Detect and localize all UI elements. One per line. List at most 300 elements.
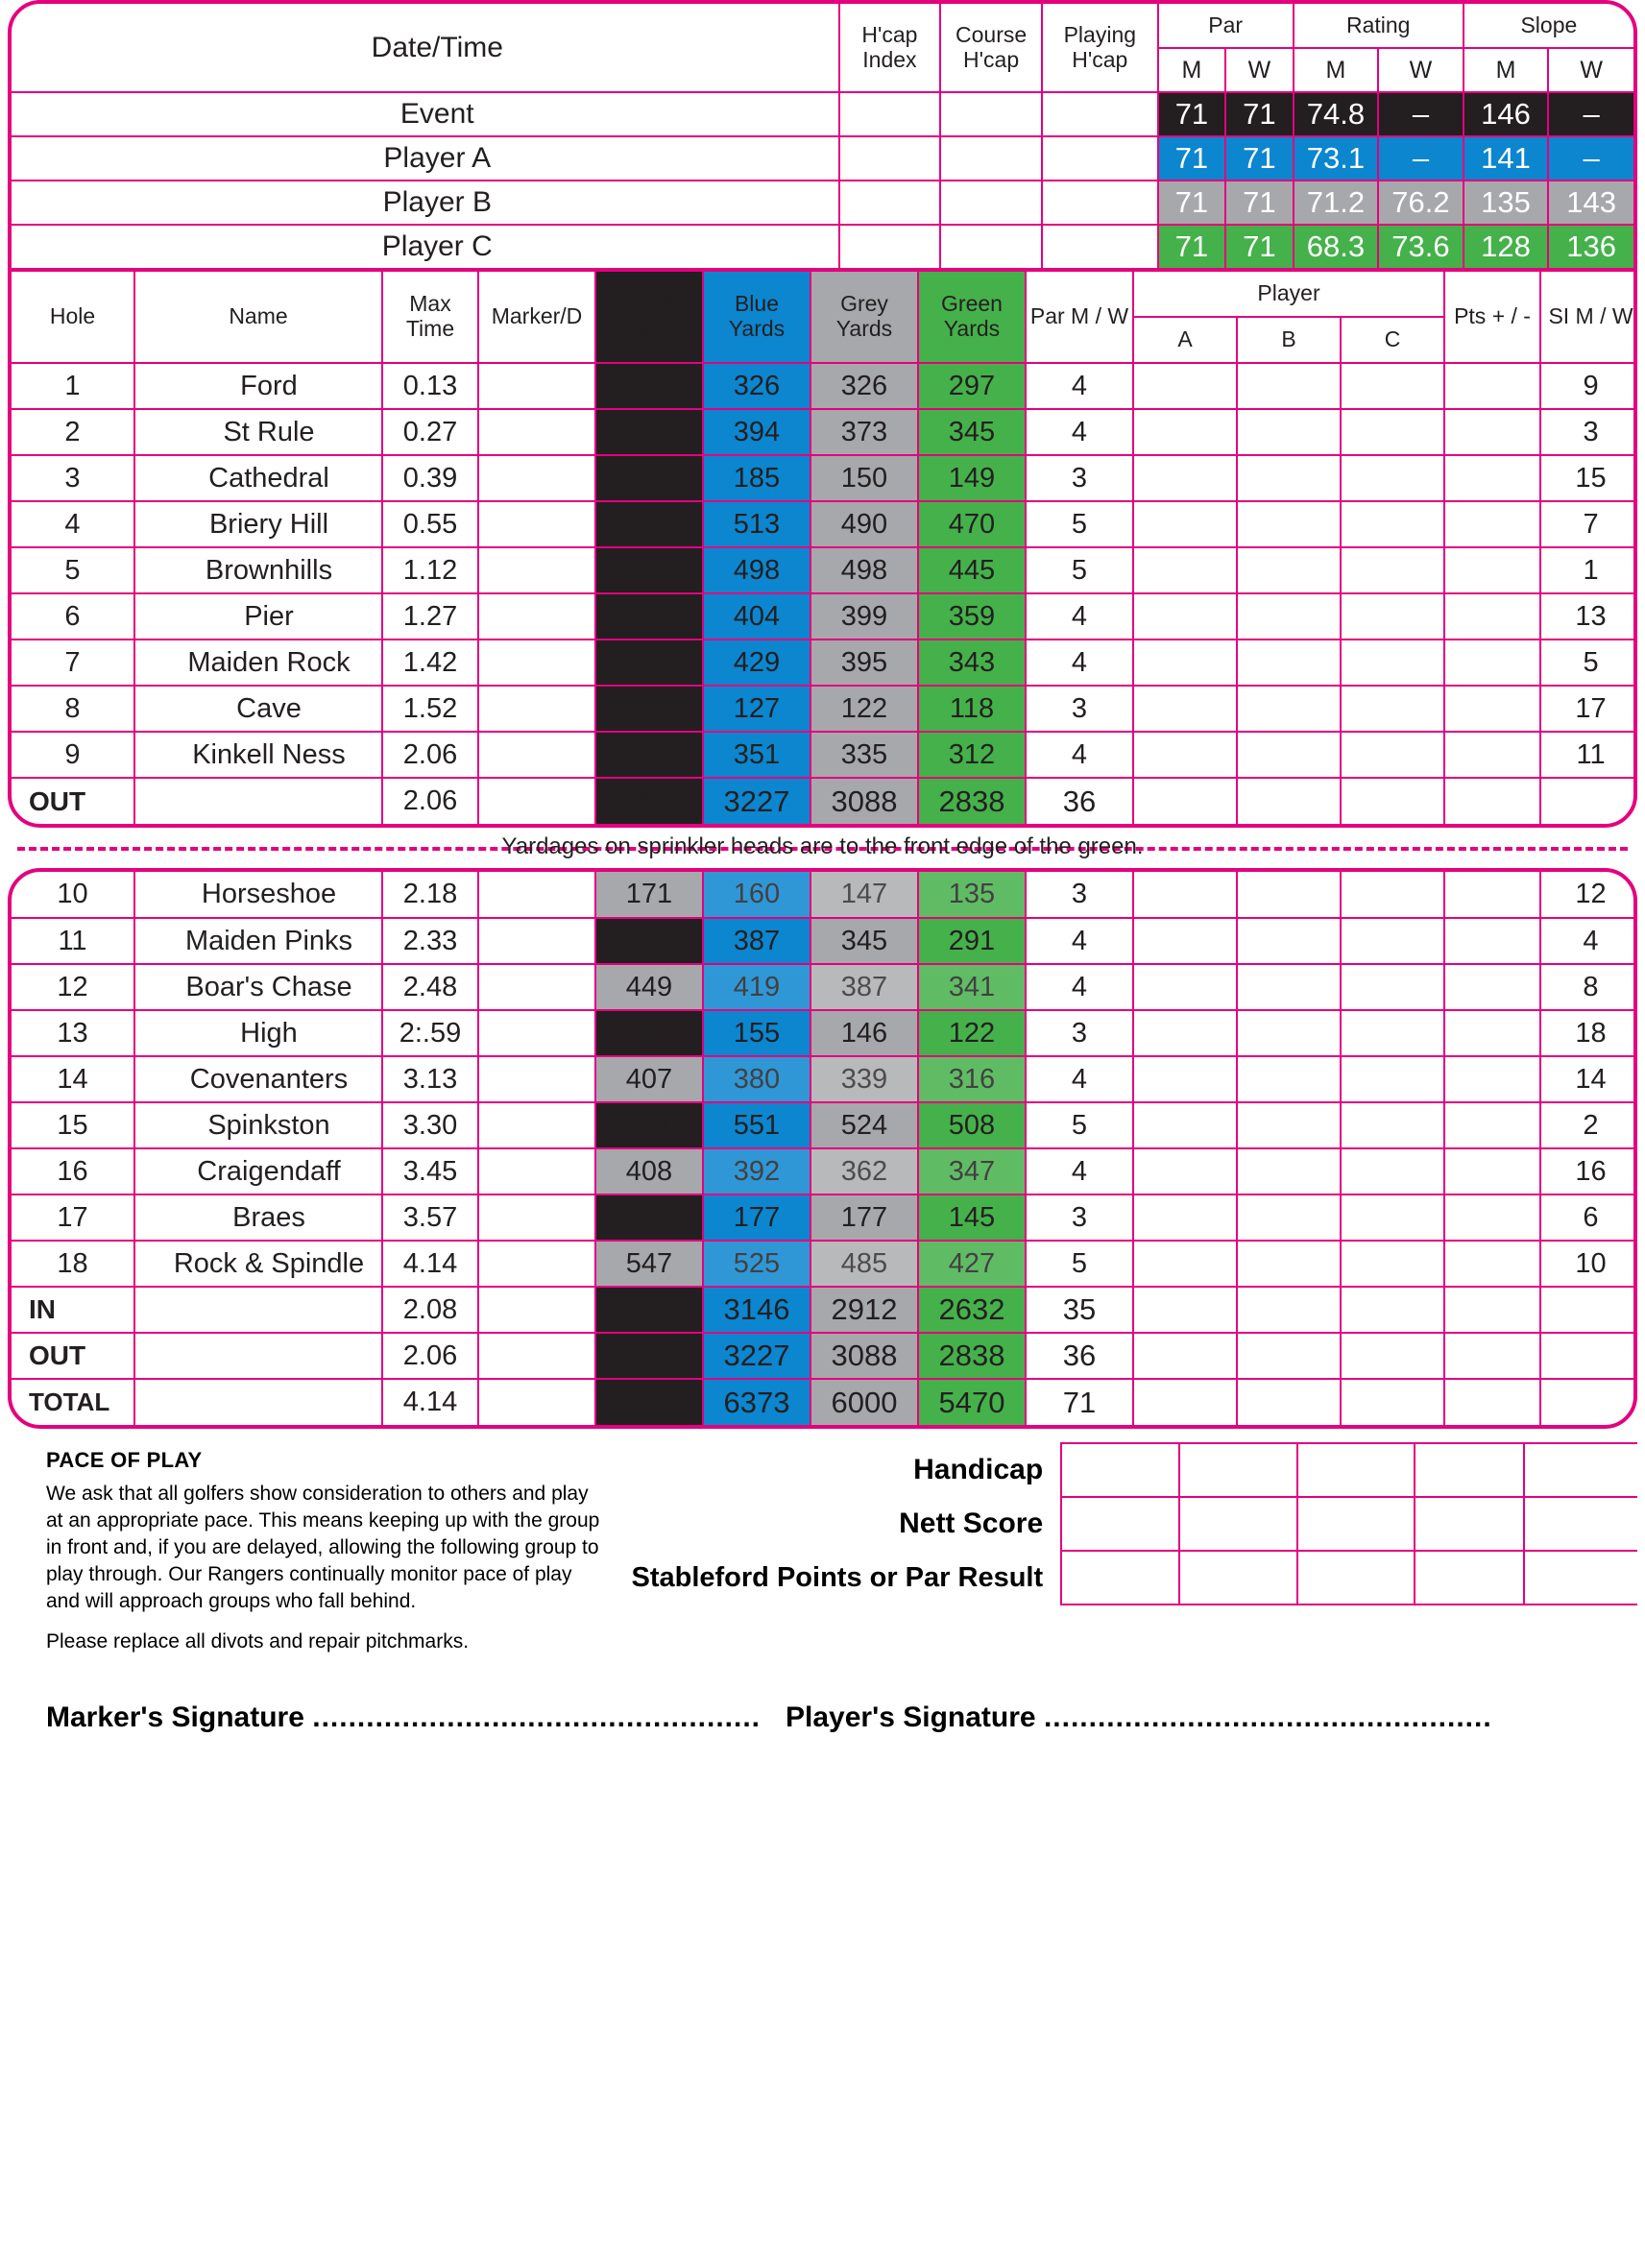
nett-c[interactable] xyxy=(1297,1497,1415,1551)
score-a[interactable] xyxy=(1133,547,1237,593)
in-blue-yards: 3146 xyxy=(703,1287,810,1333)
score-c[interactable] xyxy=(1341,501,1444,547)
points-cell[interactable] xyxy=(1444,1241,1540,1287)
score-c[interactable] xyxy=(1341,872,1444,918)
stableford-b[interactable] xyxy=(1179,1551,1297,1604)
score-a[interactable] xyxy=(1133,1010,1237,1056)
out2-green-yards: 2838 xyxy=(918,1333,1026,1379)
stableford-pts[interactable] xyxy=(1415,1551,1524,1604)
col-player-a: A xyxy=(1133,317,1237,363)
hole-number: 12 xyxy=(12,964,134,1010)
black-yards: 581 xyxy=(595,1102,703,1148)
black-yards: 182 xyxy=(595,1010,703,1056)
points-cell[interactable] xyxy=(1444,1194,1540,1241)
out-score-b[interactable] xyxy=(1237,778,1341,824)
out2-points[interactable] xyxy=(1444,1333,1540,1379)
player-c-par-w: 71 xyxy=(1225,225,1293,269)
total-max-time: 4.14 xyxy=(382,1379,478,1425)
green-yards: 312 xyxy=(918,732,1026,778)
grey-yards: 326 xyxy=(810,363,918,409)
in-total-row xyxy=(12,1287,1637,1333)
score-c[interactable] xyxy=(1341,409,1444,455)
par-w-label: W xyxy=(1225,48,1293,92)
max-time: 0.39 xyxy=(382,455,478,501)
col-max-time: Max Time xyxy=(382,271,478,363)
summary-table xyxy=(603,1442,1637,1605)
sprinkler-note-text: Yardages on sprinkler heads are to the front edge of the green. xyxy=(501,833,1144,859)
par-value: 4 xyxy=(1026,593,1133,639)
nett-pts[interactable] xyxy=(1415,1497,1524,1551)
black-yards: 189 xyxy=(595,1194,703,1241)
max-time: 1.12 xyxy=(382,547,478,593)
score-a[interactable] xyxy=(1133,455,1237,501)
handicap-si[interactable] xyxy=(1524,1443,1637,1497)
col-name: Name xyxy=(134,271,382,363)
hole-number: 18 xyxy=(12,1241,134,1287)
marker-cell[interactable] xyxy=(478,872,595,918)
hole-name: High xyxy=(134,1010,382,1056)
event-slope-m: 146 xyxy=(1464,92,1549,136)
event-rating-w: – xyxy=(1378,92,1464,136)
out-green-yards: 2838 xyxy=(918,778,1026,824)
out-score-c[interactable] xyxy=(1341,778,1444,824)
par-m-label: M xyxy=(1158,48,1225,92)
pace-of-play-body: We ask that all golfers show consideration to others and play at an appropriate pace. This means keeping up with the group in front and, if you are delayed, allowing the following group to play through. Our Rangers continually monitor pace of play and will approach groups who fall behind. xyxy=(46,1483,600,1612)
hole-number: 5 xyxy=(12,547,134,593)
out-points[interactable] xyxy=(1444,778,1540,824)
blue-yards: 394 xyxy=(703,409,810,455)
slope-label: Slope xyxy=(1464,4,1633,48)
handicap-label: Handicap xyxy=(913,1454,1044,1486)
marker-cell[interactable] xyxy=(478,1010,595,1056)
score-a[interactable] xyxy=(1133,1241,1237,1287)
player-a-par-m: 71 xyxy=(1158,136,1225,181)
table-row xyxy=(12,686,1637,732)
score-a[interactable] xyxy=(1133,593,1237,639)
points-cell[interactable] xyxy=(1444,639,1540,686)
score-b[interactable] xyxy=(1237,686,1341,732)
max-time: 0.55 xyxy=(382,501,478,547)
col-grey-yards: Grey Yards xyxy=(810,271,918,363)
in-name-blank xyxy=(134,1287,382,1333)
marker-cell[interactable] xyxy=(478,639,595,686)
score-b[interactable] xyxy=(1237,1194,1341,1241)
points-cell[interactable] xyxy=(1444,1010,1540,1056)
table-row xyxy=(12,1148,1637,1194)
score-a[interactable] xyxy=(1133,363,1237,409)
total-green-yards: 5470 xyxy=(918,1379,1026,1425)
points-cell[interactable] xyxy=(1444,593,1540,639)
marker-cell[interactable] xyxy=(478,1056,595,1102)
points-cell[interactable] xyxy=(1444,1102,1540,1148)
score-a[interactable] xyxy=(1133,409,1237,455)
green-yards: 297 xyxy=(918,363,1026,409)
max-time: 2.18 xyxy=(382,872,478,918)
hole-name: Pier xyxy=(134,593,382,639)
si-value: 17 xyxy=(1540,686,1637,732)
si-value: 8 xyxy=(1540,964,1637,1010)
player-b-hcap-index[interactable] xyxy=(839,181,941,225)
out2-score-c[interactable] xyxy=(1341,1333,1444,1379)
points-cell[interactable] xyxy=(1444,732,1540,778)
out-si-blank xyxy=(1540,778,1637,824)
blue-yards: 185 xyxy=(703,455,810,501)
hole-name: Horseshoe xyxy=(134,872,382,918)
handicap-pts[interactable] xyxy=(1415,1443,1524,1497)
player-b-playing-hcap[interactable] xyxy=(1042,181,1158,225)
grey-yards: 147 xyxy=(810,872,918,918)
marker-cell[interactable] xyxy=(478,455,595,501)
hole-number: 9 xyxy=(12,732,134,778)
black-yards: 547 xyxy=(595,1241,703,1287)
si-value: 13 xyxy=(1540,593,1637,639)
grey-yards: 335 xyxy=(810,732,918,778)
hole-number: 17 xyxy=(12,1194,134,1241)
player-b-slope-w: 143 xyxy=(1548,181,1633,225)
event-rating-m: 74.8 xyxy=(1294,92,1379,136)
total-score-a[interactable] xyxy=(1133,1379,1237,1425)
score-a[interactable] xyxy=(1133,1056,1237,1102)
black-yards: 408 xyxy=(595,1148,703,1194)
marker-cell[interactable] xyxy=(478,1241,595,1287)
hole-name: Cathedral xyxy=(134,455,382,501)
total-score-c[interactable] xyxy=(1341,1379,1444,1425)
green-yards: 427 xyxy=(918,1241,1026,1287)
hole-name: Covenanters xyxy=(134,1056,382,1102)
player-b-course-hcap[interactable] xyxy=(940,181,1042,225)
marker-cell[interactable] xyxy=(478,686,595,732)
score-b[interactable] xyxy=(1237,547,1341,593)
total-blue-yards: 6373 xyxy=(703,1379,810,1425)
datetime-label: Date/Time xyxy=(12,4,839,92)
out2-par: 36 xyxy=(1026,1333,1133,1379)
si-value: 14 xyxy=(1540,1056,1637,1102)
hole-name: Boar's Chase xyxy=(134,964,382,1010)
out2-score-b[interactable] xyxy=(1237,1333,1341,1379)
stableford-row xyxy=(603,1551,1637,1604)
si-value: 10 xyxy=(1540,1241,1637,1287)
score-a[interactable] xyxy=(1133,501,1237,547)
black-yards: 449 xyxy=(595,964,703,1010)
score-b[interactable] xyxy=(1237,1102,1341,1148)
score-b[interactable] xyxy=(1237,639,1341,686)
marker-cell[interactable] xyxy=(478,964,595,1010)
par-value: 3 xyxy=(1026,455,1133,501)
score-b[interactable] xyxy=(1237,409,1341,455)
score-c[interactable] xyxy=(1341,1102,1444,1148)
points-cell[interactable] xyxy=(1444,918,1540,964)
score-b[interactable] xyxy=(1237,1148,1341,1194)
score-c[interactable] xyxy=(1341,547,1444,593)
score-b[interactable] xyxy=(1237,501,1341,547)
si-value: 1 xyxy=(1540,547,1637,593)
table-row xyxy=(12,732,1637,778)
score-a[interactable] xyxy=(1133,918,1237,964)
table-row xyxy=(12,501,1637,547)
col-blue-yards: Blue Yards xyxy=(703,271,810,363)
points-cell[interactable] xyxy=(1444,501,1540,547)
score-b[interactable] xyxy=(1237,363,1341,409)
pace-of-play-body2: Please replace all divots and repair pitchmarks. xyxy=(46,1629,470,1653)
score-a[interactable] xyxy=(1133,1148,1237,1194)
marker-cell[interactable] xyxy=(478,363,595,409)
points-cell[interactable] xyxy=(1444,1056,1540,1102)
table-row xyxy=(12,964,1637,1010)
green-yards: 345 xyxy=(918,409,1026,455)
grey-yards: 485 xyxy=(810,1241,918,1287)
hole-number: 11 xyxy=(12,918,134,964)
score-b[interactable] xyxy=(1237,872,1341,918)
blue-yards: 525 xyxy=(703,1241,810,1287)
in-marker-blank[interactable] xyxy=(478,1287,595,1333)
in-score-a[interactable] xyxy=(1133,1287,1237,1333)
hole-number: 1 xyxy=(12,363,134,409)
si-value: 9 xyxy=(1540,363,1637,409)
par-value: 4 xyxy=(1026,409,1133,455)
stableford-si[interactable] xyxy=(1524,1551,1637,1604)
hole-name: Briery Hill xyxy=(134,501,382,547)
handicap-row xyxy=(603,1443,1637,1497)
marker-signature-field[interactable] xyxy=(46,1701,786,1734)
points-cell[interactable] xyxy=(1444,964,1540,1010)
player-c-playing-hcap[interactable] xyxy=(1042,225,1158,269)
table-row xyxy=(12,872,1637,918)
score-b[interactable] xyxy=(1237,1241,1341,1287)
col-pts: Pts + / - xyxy=(1444,271,1540,363)
marker-cell[interactable] xyxy=(478,1194,595,1241)
out2-marker-blank[interactable] xyxy=(478,1333,595,1379)
grey-yards: 122 xyxy=(810,686,918,732)
max-time: 3.30 xyxy=(382,1102,478,1148)
player-c-slope-w: 136 xyxy=(1548,225,1633,269)
score-c[interactable] xyxy=(1341,964,1444,1010)
score-c[interactable] xyxy=(1341,686,1444,732)
score-b[interactable] xyxy=(1237,455,1341,501)
score-a[interactable] xyxy=(1133,964,1237,1010)
event-par-m: 71 xyxy=(1158,92,1225,136)
marker-cell[interactable] xyxy=(478,918,595,964)
score-a[interactable] xyxy=(1133,732,1237,778)
points-cell[interactable] xyxy=(1444,872,1540,918)
col-player-group: Player xyxy=(1133,271,1444,317)
marker-cell[interactable] xyxy=(478,1148,595,1194)
nett-si[interactable] xyxy=(1524,1497,1637,1551)
score-a[interactable] xyxy=(1133,872,1237,918)
handicap-b[interactable] xyxy=(1179,1443,1297,1497)
par-value: 3 xyxy=(1026,872,1133,918)
grey-yards: 490 xyxy=(810,501,918,547)
max-time: 1.42 xyxy=(382,639,478,686)
col-par: Par M / W xyxy=(1026,271,1133,363)
out2-si-blank xyxy=(1540,1333,1637,1379)
handicap-c[interactable] xyxy=(1297,1443,1415,1497)
player-signature-field[interactable] xyxy=(786,1701,1492,1734)
nett-a[interactable] xyxy=(1061,1497,1179,1551)
par-value: 4 xyxy=(1026,964,1133,1010)
blue-yards: 177 xyxy=(703,1194,810,1241)
points-cell[interactable] xyxy=(1444,1148,1540,1194)
hole-name: Maiden Pinks xyxy=(134,918,382,964)
out2-blue-yards: 3227 xyxy=(703,1333,810,1379)
si-value: 16 xyxy=(1540,1148,1637,1194)
signature-row xyxy=(8,1701,1637,1734)
black-yards: 403 xyxy=(595,409,703,455)
green-yards: 445 xyxy=(918,547,1026,593)
hole-name: Spinkston xyxy=(134,1102,382,1148)
score-c[interactable] xyxy=(1341,918,1444,964)
in-green-yards: 2632 xyxy=(918,1287,1026,1333)
points-cell[interactable] xyxy=(1444,409,1540,455)
event-par-w: 71 xyxy=(1225,92,1293,136)
par-value: 5 xyxy=(1026,547,1133,593)
green-yards: 145 xyxy=(918,1194,1026,1241)
marker-cell[interactable] xyxy=(478,1102,595,1148)
total-grey-yards: 6000 xyxy=(810,1379,918,1425)
grey-yards: 399 xyxy=(810,593,918,639)
col-hole: Hole xyxy=(12,271,134,363)
score-c[interactable] xyxy=(1341,1056,1444,1102)
in-score-c[interactable] xyxy=(1341,1287,1444,1333)
max-time: 3.57 xyxy=(382,1194,478,1241)
black-yards: 535 xyxy=(595,501,703,547)
col-black-yards: Black Yards xyxy=(595,271,703,363)
points-cell[interactable] xyxy=(1444,547,1540,593)
player-c-rating-m: 68.3 xyxy=(1294,225,1379,269)
total-marker-blank[interactable] xyxy=(478,1379,595,1425)
blue-yards: 351 xyxy=(703,732,810,778)
score-c[interactable] xyxy=(1341,363,1444,409)
marker-cell[interactable] xyxy=(478,501,595,547)
score-c[interactable] xyxy=(1341,593,1444,639)
score-b[interactable] xyxy=(1237,732,1341,778)
total-score-b[interactable] xyxy=(1237,1379,1341,1425)
event-playing-hcap[interactable] xyxy=(1042,92,1158,136)
player-b-label: Player B xyxy=(12,181,839,225)
score-a[interactable] xyxy=(1133,686,1237,732)
score-c[interactable] xyxy=(1341,1241,1444,1287)
blue-yards: 392 xyxy=(703,1148,810,1194)
score-b[interactable] xyxy=(1237,1056,1341,1102)
in-par: 35 xyxy=(1026,1287,1133,1333)
score-c[interactable] xyxy=(1341,732,1444,778)
out2-score-a[interactable] xyxy=(1133,1333,1237,1379)
stableford-c[interactable] xyxy=(1297,1551,1415,1604)
table-row xyxy=(12,1056,1637,1102)
player-a-playing-hcap[interactable] xyxy=(1042,136,1158,181)
score-c[interactable] xyxy=(1341,1148,1444,1194)
out-blue-yards: 3227 xyxy=(703,778,810,824)
stableford-a[interactable] xyxy=(1061,1551,1179,1604)
score-b[interactable] xyxy=(1237,964,1341,1010)
max-time: 0.27 xyxy=(382,409,478,455)
player-a-rating-w: – xyxy=(1378,136,1464,181)
handicap-a[interactable] xyxy=(1061,1443,1179,1497)
si-value: 15 xyxy=(1540,455,1637,501)
event-label: Event xyxy=(12,92,839,136)
score-b[interactable] xyxy=(1237,918,1341,964)
out-marker-blank[interactable] xyxy=(478,778,595,824)
out-name-blank xyxy=(134,778,382,824)
grand-total-row xyxy=(12,1379,1637,1425)
in-grey-yards: 2912 xyxy=(810,1287,918,1333)
out-black-yards: 3411 xyxy=(595,778,703,824)
score-c[interactable] xyxy=(1341,455,1444,501)
out2-black-yards: 3411 xyxy=(595,1333,703,1379)
top-frame xyxy=(8,0,1637,828)
max-time: 2.33 xyxy=(382,918,478,964)
player-c-label: Player C xyxy=(12,225,839,269)
event-slope-w: – xyxy=(1548,92,1633,136)
playing-hcap-label: Playing H'cap xyxy=(1042,4,1158,92)
slope-w-label: W xyxy=(1548,48,1633,92)
sprinkler-note-row xyxy=(8,828,1637,868)
score-a[interactable] xyxy=(1133,1194,1237,1241)
marker-cell[interactable] xyxy=(478,547,595,593)
out-par: 36 xyxy=(1026,778,1133,824)
score-c[interactable] xyxy=(1341,1010,1444,1056)
green-yards: 122 xyxy=(918,1010,1026,1056)
green-yards: 341 xyxy=(918,964,1026,1010)
col-player-c: C xyxy=(1341,317,1444,363)
player-c-course-hcap[interactable] xyxy=(940,225,1042,269)
score-a[interactable] xyxy=(1133,639,1237,686)
rating-label: Rating xyxy=(1294,4,1464,48)
player-signature-label: Player's Signature xyxy=(786,1701,1036,1733)
nett-b[interactable] xyxy=(1179,1497,1297,1551)
score-b[interactable] xyxy=(1237,1010,1341,1056)
event-hcap-index[interactable] xyxy=(839,92,941,136)
si-value: 18 xyxy=(1540,1010,1637,1056)
hole-number: 13 xyxy=(12,1010,134,1056)
hole-name: Ford xyxy=(134,363,382,409)
col-green-yards: Green Yards xyxy=(918,271,1026,363)
player-a-label: Player A xyxy=(12,136,839,181)
in-points[interactable] xyxy=(1444,1287,1540,1333)
score-c[interactable] xyxy=(1341,639,1444,686)
in-score-b[interactable] xyxy=(1237,1287,1341,1333)
player-a-hcap-index[interactable] xyxy=(839,136,941,181)
score-a[interactable] xyxy=(1133,1102,1237,1148)
par-value: 5 xyxy=(1026,1102,1133,1148)
points-cell[interactable] xyxy=(1444,455,1540,501)
out-score-a[interactable] xyxy=(1133,778,1237,824)
max-time: 4.14 xyxy=(382,1241,478,1287)
max-time: 2.06 xyxy=(382,732,478,778)
table-row xyxy=(12,593,1637,639)
player-c-hcap-index[interactable] xyxy=(839,225,941,269)
marker-cell[interactable] xyxy=(478,593,595,639)
total-points[interactable] xyxy=(1444,1379,1540,1425)
out2-max-time: 2.06 xyxy=(382,1333,478,1379)
player-a-course-hcap[interactable] xyxy=(940,136,1042,181)
points-cell[interactable] xyxy=(1444,686,1540,732)
score-b[interactable] xyxy=(1237,593,1341,639)
total-label: TOTAL xyxy=(12,1379,134,1425)
score-c[interactable] xyxy=(1341,1194,1444,1241)
player-b-rating-m: 71.2 xyxy=(1294,181,1379,225)
total-si-blank xyxy=(1540,1379,1637,1425)
marker-signature-label: Marker's Signature xyxy=(46,1701,304,1733)
event-course-hcap[interactable] xyxy=(940,92,1042,136)
marker-cell[interactable] xyxy=(478,732,595,778)
marker-cell[interactable] xyxy=(478,409,595,455)
blue-yards: 419 xyxy=(703,964,810,1010)
grey-yards: 387 xyxy=(810,964,918,1010)
points-cell[interactable] xyxy=(1444,363,1540,409)
blue-yards: 326 xyxy=(703,363,810,409)
hole-name: Rock & Spindle xyxy=(134,1241,382,1287)
green-yards: 359 xyxy=(918,593,1026,639)
